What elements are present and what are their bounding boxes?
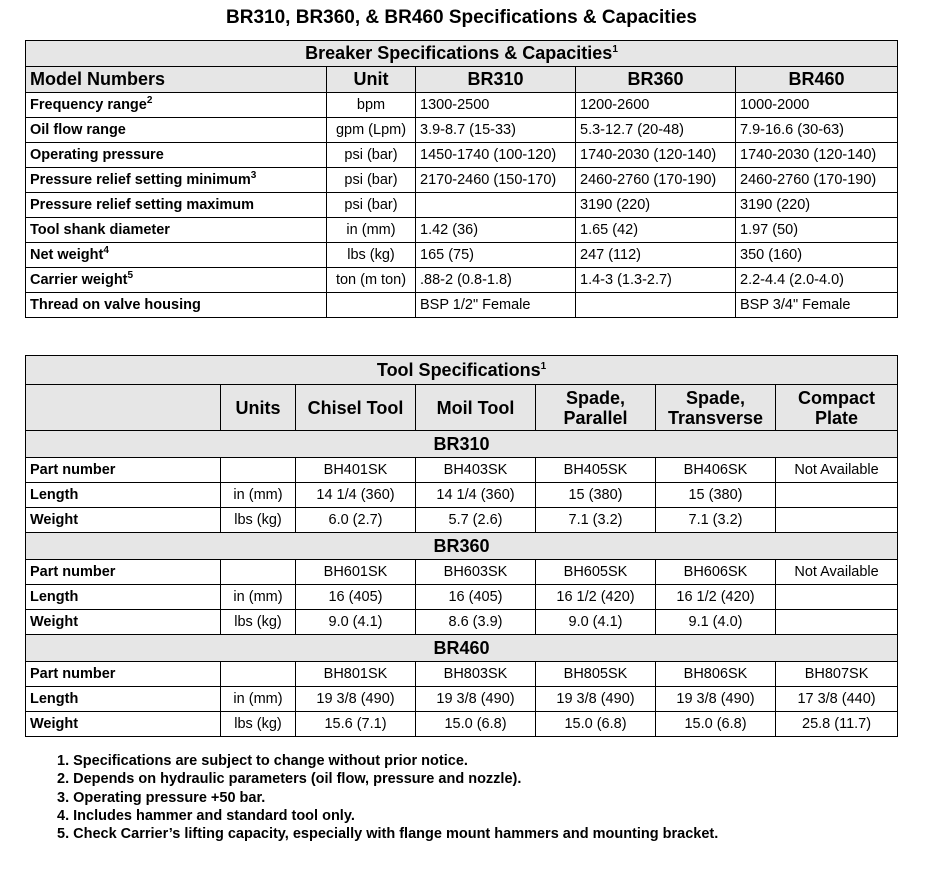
value-cell bbox=[776, 610, 898, 635]
footnote: 3. Operating pressure +50 bar. bbox=[57, 789, 266, 806]
value-cell: 247 (112) bbox=[576, 243, 736, 268]
unit-cell: in (mm) bbox=[327, 218, 416, 243]
value-cell bbox=[776, 585, 898, 610]
table-row bbox=[26, 218, 898, 243]
value-cell: 14 1/4 (360) bbox=[296, 483, 416, 508]
tool-header-row bbox=[26, 385, 898, 431]
row-label bbox=[26, 243, 327, 268]
column-header: BR360 bbox=[576, 67, 736, 93]
value-cell: 1200-2600 bbox=[576, 93, 736, 118]
value-cell: BH806SK bbox=[656, 662, 776, 687]
value-cell: 15 (380) bbox=[536, 483, 656, 508]
model-group-title: BR460 bbox=[26, 635, 898, 662]
column-header: Units bbox=[221, 385, 296, 431]
row-label-text: Carrier weight bbox=[30, 272, 128, 288]
value-cell: 1300-2500 bbox=[416, 93, 576, 118]
tool-caption-text: Tool Specifications bbox=[376, 359, 541, 380]
value-cell: 14 1/4 (360) bbox=[416, 483, 536, 508]
row-label: Weight bbox=[26, 610, 221, 635]
value-cell: 16 1/2 (420) bbox=[536, 585, 656, 610]
value-cell: 2170-2460 (150-170) bbox=[416, 168, 576, 193]
row-label: Part number bbox=[26, 662, 221, 687]
value-cell: 5.3-12.7 (20-48) bbox=[576, 118, 736, 143]
row-label bbox=[26, 93, 327, 118]
unit-cell: lbs (kg) bbox=[221, 712, 296, 737]
value-cell: 2.2-4.4 (2.0-4.0) bbox=[736, 268, 898, 293]
table-row bbox=[26, 662, 898, 687]
column-header: Compact Plate bbox=[776, 385, 898, 431]
unit-cell: ton (m ton) bbox=[327, 268, 416, 293]
column-header bbox=[26, 385, 221, 431]
row-label-text: Operating pressure bbox=[30, 147, 164, 163]
footnote: 1. Specifications are subject to change without prior notice. bbox=[57, 753, 468, 769]
value-cell: Not Available bbox=[776, 458, 898, 483]
value-cell: 1450-1740 (100-120) bbox=[416, 143, 576, 168]
column-header: Spade, Transverse bbox=[656, 385, 776, 431]
table-row bbox=[26, 712, 898, 737]
value-cell: BSP 1/2" Female bbox=[416, 293, 576, 318]
value-cell: BH403SK bbox=[416, 458, 536, 483]
table-row bbox=[26, 585, 898, 610]
column-header: Model Numbers bbox=[26, 67, 327, 93]
value-cell: 1.97 (50) bbox=[736, 218, 898, 243]
table-row bbox=[26, 483, 898, 508]
value-cell: 9.0 (4.1) bbox=[296, 610, 416, 635]
value-cell: 16 1/2 (420) bbox=[656, 585, 776, 610]
row-label bbox=[26, 268, 327, 293]
row-label bbox=[26, 118, 327, 143]
column-header: Spade, Parallel bbox=[536, 385, 656, 431]
row-label-text: Tool shank diameter bbox=[30, 222, 170, 238]
value-cell: 15.0 (6.8) bbox=[536, 712, 656, 737]
value-cell: 1740-2030 (120-140) bbox=[736, 143, 898, 168]
row-label-text: Net weight bbox=[30, 247, 104, 263]
footnote: 4. Includes hammer and standard tool only. bbox=[57, 807, 355, 824]
value-cell: 7.9-16.6 (30-63) bbox=[736, 118, 898, 143]
value-cell: BH805SK bbox=[536, 662, 656, 687]
table-row bbox=[26, 93, 898, 118]
row-label: Length bbox=[26, 483, 221, 508]
column-header: Unit bbox=[327, 67, 416, 93]
row-label-text: Frequency range bbox=[30, 97, 147, 113]
value-cell: 5.7 (2.6) bbox=[416, 508, 536, 533]
value-cell: 350 (160) bbox=[736, 243, 898, 268]
column-header: Chisel Tool bbox=[296, 385, 416, 431]
value-cell: BH406SK bbox=[656, 458, 776, 483]
unit-cell: psi (bar) bbox=[327, 168, 416, 193]
unit-cell: lbs (kg) bbox=[327, 243, 416, 268]
footnote-ref: 2 bbox=[146, 95, 153, 107]
footnote-ref: 4 bbox=[103, 245, 109, 257]
footnote-ref: 5 bbox=[127, 270, 134, 282]
value-cell: 3190 (220) bbox=[576, 193, 736, 218]
row-label bbox=[26, 193, 327, 218]
value-cell: 15.0 (6.8) bbox=[656, 712, 776, 737]
row-label bbox=[26, 168, 327, 193]
value-cell: 8.6 (3.9) bbox=[416, 610, 536, 635]
tool-caption-row bbox=[26, 356, 898, 385]
row-label bbox=[26, 218, 327, 243]
value-cell: 1.4-3 (1.3-2.7) bbox=[576, 268, 736, 293]
row-label bbox=[26, 293, 327, 318]
footnotes bbox=[57, 752, 718, 843]
value-cell bbox=[776, 483, 898, 508]
table-row bbox=[26, 687, 898, 712]
value-cell bbox=[416, 193, 576, 218]
value-cell bbox=[776, 508, 898, 533]
row-label: Length bbox=[26, 687, 221, 712]
value-cell: 19 3/8 (490) bbox=[296, 687, 416, 712]
table-row bbox=[26, 560, 898, 585]
model-group-row bbox=[26, 431, 898, 458]
table-row bbox=[26, 193, 898, 218]
model-group-title: BR360 bbox=[26, 533, 898, 560]
value-cell: 1.65 (42) bbox=[576, 218, 736, 243]
unit-cell bbox=[327, 293, 416, 318]
value-cell: BH801SK bbox=[296, 662, 416, 687]
value-cell: 1.42 (36) bbox=[416, 218, 576, 243]
value-cell: 15 (380) bbox=[656, 483, 776, 508]
row-label: Length bbox=[26, 585, 221, 610]
footnote: 5. Check Carrier’s lifting capacity, especially with flange mount hammers and mounting bracket. bbox=[57, 826, 719, 843]
value-cell: 2460-2760 (170-190) bbox=[736, 168, 898, 193]
value-cell: 19 3/8 (490) bbox=[536, 687, 656, 712]
table-row bbox=[26, 610, 898, 635]
value-cell: 15.0 (6.8) bbox=[416, 712, 536, 737]
value-cell: 9.0 (4.1) bbox=[536, 610, 656, 635]
row-label: Part number bbox=[26, 560, 221, 585]
value-cell: BH803SK bbox=[416, 662, 536, 687]
model-group-row bbox=[26, 635, 898, 662]
row-label-text: Thread on valve housing bbox=[30, 297, 201, 313]
page-title: BR310, BR360, & BR460 Specifications & Capacities bbox=[226, 7, 697, 28]
value-cell: 16 (405) bbox=[416, 585, 536, 610]
unit-cell: bpm bbox=[327, 93, 416, 118]
table-row bbox=[26, 118, 898, 143]
value-cell: 165 (75) bbox=[416, 243, 576, 268]
value-cell: 1000-2000 bbox=[736, 93, 898, 118]
footnote: 2. Depends on hydraulic parameters (oil flow, pressure and nozzle). bbox=[57, 771, 522, 788]
unit-cell bbox=[221, 662, 296, 687]
unit-cell: lbs (kg) bbox=[221, 508, 296, 533]
value-cell: 25.8 (11.7) bbox=[776, 712, 898, 737]
column-header: BR460 bbox=[736, 67, 898, 93]
unit-cell: in (mm) bbox=[221, 687, 296, 712]
row-label: Part number bbox=[26, 458, 221, 483]
column-header: Moil Tool bbox=[416, 385, 536, 431]
unit-cell: psi (bar) bbox=[327, 143, 416, 168]
table-row bbox=[26, 243, 898, 268]
table-row bbox=[26, 143, 898, 168]
value-cell: BH807SK bbox=[776, 662, 898, 687]
value-cell: 19 3/8 (490) bbox=[416, 687, 536, 712]
value-cell: 3190 (220) bbox=[736, 193, 898, 218]
unit-cell: gpm (Lpm) bbox=[327, 118, 416, 143]
table-row bbox=[26, 293, 898, 318]
row-label bbox=[26, 143, 327, 168]
value-cell bbox=[576, 293, 736, 318]
unit-cell: lbs (kg) bbox=[221, 610, 296, 635]
breaker-specifications-table bbox=[25, 40, 898, 318]
table-row bbox=[26, 458, 898, 483]
breaker-caption-row bbox=[26, 41, 898, 67]
value-cell: BH605SK bbox=[536, 560, 656, 585]
value-cell: 1740-2030 (120-140) bbox=[576, 143, 736, 168]
unit-cell: psi (bar) bbox=[327, 193, 416, 218]
tool-specifications-table bbox=[25, 355, 898, 737]
value-cell: BSP 3/4" Female bbox=[736, 293, 898, 318]
column-header: BR310 bbox=[416, 67, 576, 93]
row-label: Weight bbox=[26, 712, 221, 737]
value-cell: 19 3/8 (490) bbox=[656, 687, 776, 712]
value-cell: Not Available bbox=[776, 560, 898, 585]
table-row bbox=[26, 508, 898, 533]
model-group-row bbox=[26, 533, 898, 560]
value-cell: 7.1 (3.2) bbox=[536, 508, 656, 533]
value-cell: BH401SK bbox=[296, 458, 416, 483]
model-group-title: BR310 bbox=[26, 431, 898, 458]
row-label-text: Oil flow range bbox=[30, 122, 126, 138]
value-cell: BH405SK bbox=[536, 458, 656, 483]
unit-cell: in (mm) bbox=[221, 483, 296, 508]
tool-caption bbox=[26, 356, 898, 385]
row-label: Weight bbox=[26, 508, 221, 533]
value-cell: 9.1 (4.0) bbox=[656, 610, 776, 635]
footnote-ref: 3 bbox=[250, 170, 257, 182]
value-cell: 15.6 (7.1) bbox=[296, 712, 416, 737]
value-cell: BH606SK bbox=[656, 560, 776, 585]
unit-cell bbox=[221, 458, 296, 483]
value-cell: BH601SK bbox=[296, 560, 416, 585]
table-row bbox=[26, 268, 898, 293]
breaker-header-row bbox=[26, 67, 898, 93]
unit-cell bbox=[221, 560, 296, 585]
table-row bbox=[26, 168, 898, 193]
value-cell: 17 3/8 (440) bbox=[776, 687, 898, 712]
value-cell: 2460-2760 (170-190) bbox=[576, 168, 736, 193]
value-cell: 6.0 (2.7) bbox=[296, 508, 416, 533]
row-label-text: Pressure relief setting minimum bbox=[30, 172, 251, 188]
value-cell: BH603SK bbox=[416, 560, 536, 585]
row-label-text: Pressure relief setting maximum bbox=[30, 197, 255, 213]
breaker-caption-text: Breaker Specifications & Capacities bbox=[305, 43, 613, 63]
value-cell: 16 (405) bbox=[296, 585, 416, 610]
value-cell: 3.9-8.7 (15-33) bbox=[416, 118, 576, 143]
footnote-ref: 1 bbox=[540, 360, 547, 372]
unit-cell: in (mm) bbox=[221, 585, 296, 610]
footnote-ref: 1 bbox=[612, 44, 618, 55]
value-cell: .88-2 (0.8-1.8) bbox=[416, 268, 576, 293]
breaker-caption bbox=[26, 41, 898, 67]
value-cell: 7.1 (3.2) bbox=[656, 508, 776, 533]
